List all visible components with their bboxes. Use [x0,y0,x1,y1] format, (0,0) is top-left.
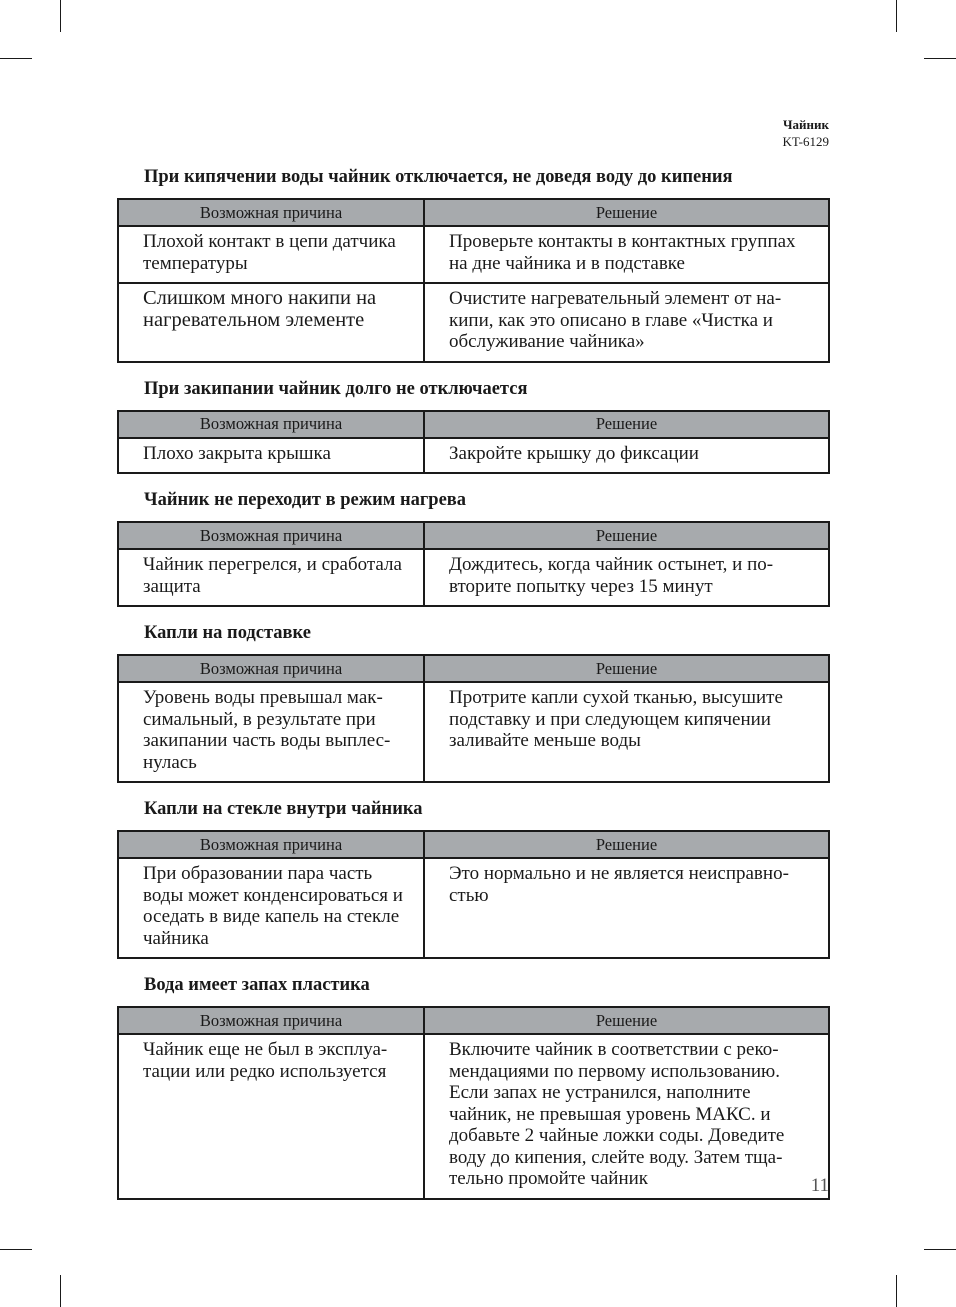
section-boil-shutoff [117,165,828,363]
section-title: Чайник не переходит в режим нагрева [144,490,467,510]
solution-cell: Протрите капли сухой тканью, высушите подставку и при следующем кипячении заливайте меньше воды [424,682,829,782]
table-row [118,682,829,782]
column-header-cause: Возможная причина [118,1007,424,1034]
crop-mark [924,1249,956,1250]
cause-cell: Чайник еще не был в эксплуа- тации или редко используется [118,1034,424,1199]
crop-mark [896,0,897,32]
section-no-shutoff [117,377,828,475]
column-header-solution: Решение [424,199,829,226]
crop-mark [60,0,61,32]
crop-mark [924,58,956,59]
column-header-solution: Решение [424,831,829,858]
solution-cell: Дождитесь, когда чайник остынет, и по- вторите попытку через 15 минут [424,549,829,606]
table-header-row [118,199,829,226]
page-number: 11 [810,1175,829,1196]
header-product: Чайник [782,117,829,132]
solution-cell: Закройте крышку до фиксации [424,438,829,474]
section-no-heat-mode [117,488,828,607]
column-header-cause: Возможная причина [118,655,424,682]
table-row [118,1034,829,1199]
section-title: Капли на стекле внутри чайника [144,799,423,819]
table-row [118,438,829,474]
troubleshooting-table [117,521,830,607]
section-title: Капли на подставке [144,623,311,643]
table-header-row [118,411,829,438]
crop-mark [60,1275,61,1307]
column-header-cause: Возможная причина [118,199,424,226]
column-header-cause: Возможная причина [118,522,424,549]
troubleshooting-table [117,198,830,363]
table-header-row [118,1007,829,1034]
column-header-solution: Решение [424,522,829,549]
page-header [783,116,829,150]
column-header-solution: Решение [424,655,829,682]
section-title: Вода имеет запах пластика [144,975,370,995]
crop-mark [0,1249,32,1250]
table-row [118,549,829,606]
troubleshooting-table [117,1006,830,1200]
section-title: При кипячении воды чайник отключается, не доведя воду до кипения [144,167,733,187]
column-header-solution: Решение [424,1007,829,1034]
section-drops-on-glass [117,797,828,959]
column-header-cause: Возможная причина [118,831,424,858]
table-header-row [118,522,829,549]
table-row [118,858,829,958]
column-header-solution: Решение [424,411,829,438]
section-title: При закипании чайник долго не отключается [144,378,528,399]
table-header-row [118,831,829,858]
table-row [118,283,829,362]
cause-cell: При образовании пара часть воды может конденсироваться и оседать в виде капель на стекле чайника [118,858,424,958]
solution-cell: Включите чайник в соответствии с реко- мендациями по первому использованию. Если запах не устранился, наполните чайник, не превышая уровень МАКС. и добавьте 2 чайные ложки соды. Доведите воду до кипения, слейте воду. Затем тща- тельно промойте чайник [424,1034,829,1199]
cause-cell: Плохо закрыта крышка [118,438,424,474]
troubleshooting-table [117,410,830,475]
cause-cell: Уровень воды превышал мак- симальный, в результате при закипании часть воды выплес- нулась [118,682,424,782]
troubleshooting-content [117,162,828,1214]
cause-cell: Чайник перегрелся, и сработала защита [118,549,424,606]
crop-mark [896,1275,897,1307]
cause-cell: Плохой контакт в цепи датчика температуры [118,226,424,283]
solution-cell: Проверьте контакты в контактных группах на дне чайника и в подставке [424,226,829,283]
header-model: KT-6129 [782,134,829,149]
troubleshooting-table [117,830,830,959]
crop-mark [0,58,32,59]
troubleshooting-table [117,654,830,783]
column-header-cause: Возможная причина [118,411,424,438]
table-row [118,226,829,283]
solution-cell: Это нормально и не является неисправно- стью [424,858,829,958]
section-drops-on-base [117,621,828,783]
section-plastic-smell [117,973,828,1200]
solution-cell: Очистите нагревательный элемент от на- кипи, как это описано в главе «Чистка и обслуживание чайника» [424,283,829,362]
table-header-row [118,655,829,682]
cause-cell: Слишком много накипи на нагревательном элементе [118,283,424,362]
